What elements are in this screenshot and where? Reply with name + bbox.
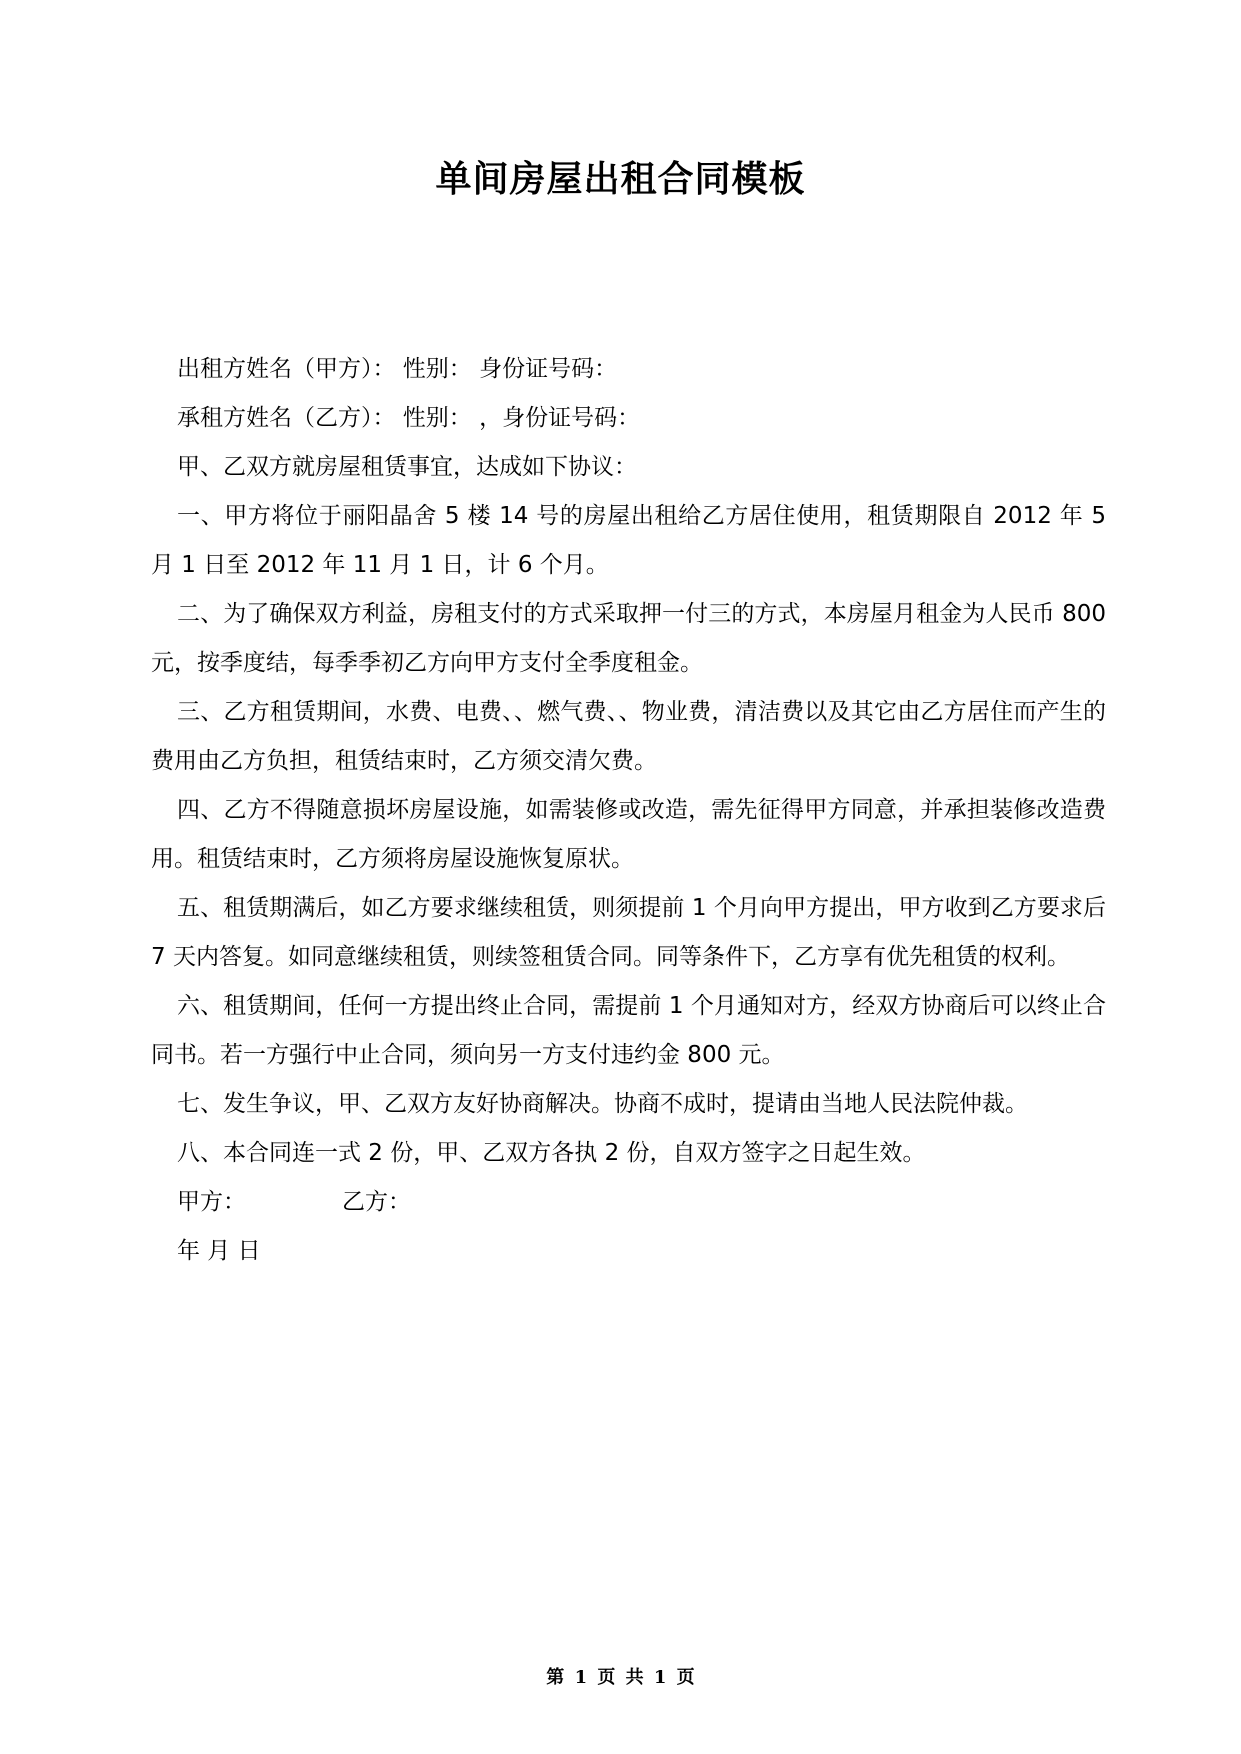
paragraph-lessee-info: 承租方姓名（乙方）： 性别： ，身份证号码：	[177, 405, 641, 431]
paragraph-clause-4: 四、乙方不得随意损坏房屋设施，如需装修或改造，需先征得甲方同意，并承担装修改造费用。租赁结束时，乙方须将房屋设施恢复原状。	[151, 797, 1106, 872]
paragraph-clause-6: 六、租赁期间，任何一方提出终止合同，需提前 1 个月通知对方，经双方协商后可以终止合同书。若一方强行中止合同，须向另一方支付违约金 800 元。	[151, 993, 1106, 1068]
paragraph-agreement-intro: 甲、乙双方就房屋租赁事宜，达成如下协议：	[177, 454, 637, 480]
contract-body	[151, 345, 1106, 1276]
paragraph-clause-5: 五、租赁期满后，如乙方要求继续租赁，则须提前 1 个月向甲方提出，甲方收到乙方要求后 7 天内答复。如同意继续租赁，则续签租赁合同。同等条件下，乙方享有优先租赁的权利。	[151, 895, 1106, 970]
paragraph-lessor-info: 出租方姓名（甲方）： 性别： 身份证号码：	[177, 356, 618, 382]
paragraph-clause-8: 八、本合同连一式 2 份，甲、乙双方各执 2 份，自双方签字之日起生效。	[177, 1140, 926, 1166]
date-line: 年 月 日	[177, 1238, 261, 1264]
paragraph-clause-3: 三、乙方租赁期间，水费、电费、、燃气费、、物业费，清洁费以及其它由乙方居住而产生的费用由乙方负担，租赁结束时，乙方须交清欠费。	[151, 699, 1106, 774]
paragraph-clause-7: 七、发生争议，甲、乙双方友好协商解决。协商不成时，提请由当地人民法院仲裁。	[177, 1091, 1028, 1117]
signature-party-b: 乙方：	[342, 1189, 411, 1215]
paragraph-clause-1: 一、甲方将位于丽阳晶舍 5 楼 14 号的房屋出租给乙方居住使用，租赁期限自 2012 年 5 月 1 日至 2012 年 11 月 1 日，计 6 个月。	[151, 503, 1106, 578]
paragraph-clause-2: 二、为了确保双方利益，房租支付的方式采取押一付三的方式，本房屋月租金为人民币 800 元，按季度结，每季季初乙方向甲方支付全季度租金。	[151, 601, 1106, 676]
page-title: 单间房屋出租合同模板	[435, 159, 806, 200]
page-number: 第 1 页 共 1 页	[546, 1667, 695, 1688]
signature-party-a: 甲方：	[177, 1189, 246, 1215]
signature-line	[151, 1178, 1106, 1227]
